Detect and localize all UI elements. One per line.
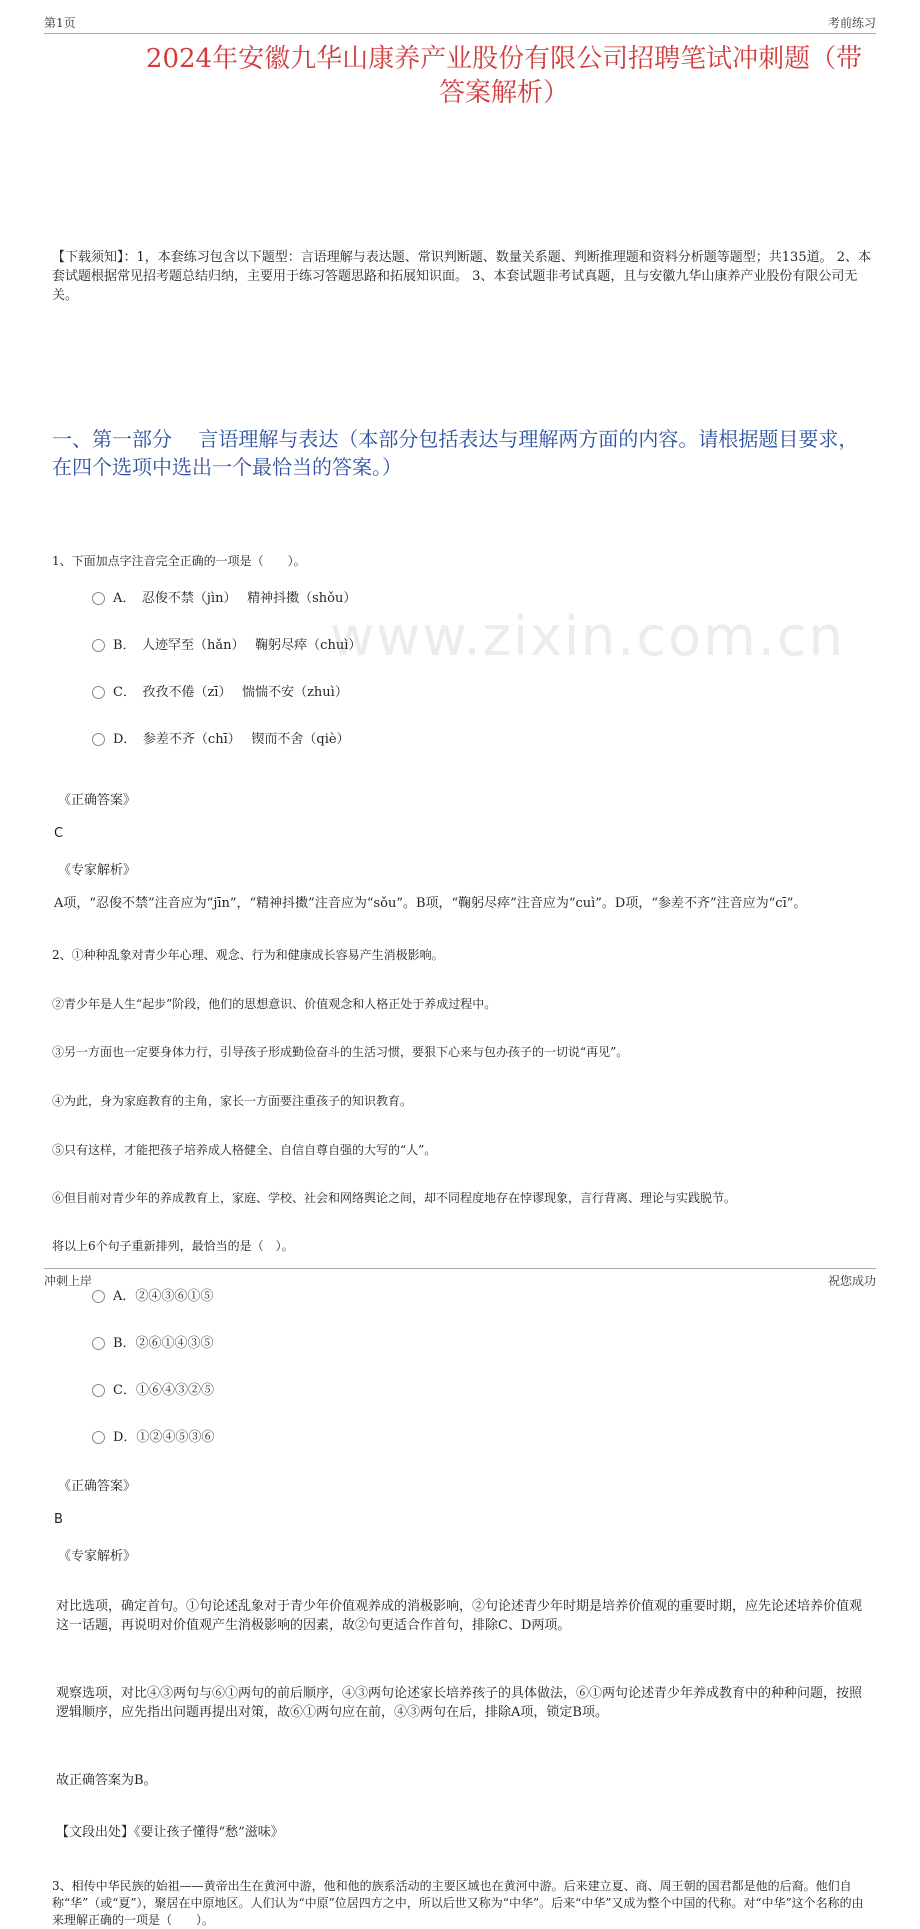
q2-sentence-2: ②青少年是人生“起步”阶段，他们的思想意识、价值观念和人格正处于养成过程中。 (52, 997, 497, 1011)
q1-answer: C (54, 826, 64, 841)
option-label: D． 参差不齐（chī） 锲而不舍（qiè） (113, 732, 350, 747)
page-number: 第1页 (44, 16, 76, 30)
q1-option-c[interactable] (92, 683, 920, 703)
title-line-2: 答案解析） (438, 78, 569, 108)
radio-icon[interactable] (92, 592, 105, 605)
q2-analysis-para-2: 观察选项，对比④③两句与⑥①两句的前后顺序，④③两句论述家长培养孩子的具体做法，⑥①两句论述青少年养成教育中的种种问题，按照逻辑顺序，应先指出问题再提出对策，故⑥①两句应在前，④③两句在后，排除A项，锁定B项。 (56, 1686, 863, 1720)
q1-stem: 1、下面加点字注音完全正确的一项是（ ）。 (52, 554, 306, 568)
option-label: C．①⑥④③②⑤ (113, 1383, 214, 1398)
radio-icon[interactable] (92, 733, 105, 746)
footer-left: 冲刺上岸 (44, 1274, 93, 1288)
q2-analysis-para-3: 故正确答案为B。 (56, 1773, 157, 1788)
q2-sentence-4: ④为此，身为家庭教育的主角，家长一方面要注重孩子的知识教育。 (52, 1094, 413, 1108)
header-divider (44, 33, 876, 34)
q2-stem: 将以上6个句子重新排列，最恰当的是（ ）。 (52, 1239, 294, 1253)
page-title (44, 42, 920, 110)
option-label: B． 人迹罕至（hǎn） 鞠躬尽瘁（chuì） (113, 638, 362, 653)
q2-option-d[interactable] (92, 1428, 920, 1448)
q1-option-d[interactable] (92, 730, 920, 750)
header-label: 考前练习 (827, 16, 876, 30)
download-notice: 【下载须知】：1，本套练习包含以下题型：言语理解与表达题、常识判断题、数量关系题、判断推理题和资料分析题等题型；共135道。 2、本套试题根据常见招考题总结归纳，主要用于练习答题思路和拓展知识面。 3、本套试题非考试真题，且与安徽九华山康养产业股份有限公司无关。 (52, 250, 871, 303)
radio-icon[interactable] (92, 639, 105, 652)
q1-option-b[interactable] (92, 636, 920, 656)
q2-sentence-6: ⑥但目前对青少年的养成教育上，家庭、学校、社会和网络舆论之间，却不同程度地存在悖谬现象，言行背离、理论与实践脱节。 (52, 1191, 737, 1205)
q3-stem: 3、相传中华民族的始祖——黄帝出生在黄河中游，他和他的族系活动的主要区域也在黄河中游。后来建立夏、商、周王朝的国君都是他的后裔。他们自称“华”（或“夏”），聚居在中原地区。人们认为“中原”位居四方之中，所以后世又称为“中华”。后来“中华”又成为整个中国的代称。对“中华”这个名称的由来理解正确的一项是（ ）。 (52, 1879, 864, 1927)
option-label: D．①②④⑤③⑥ (113, 1430, 215, 1445)
radio-icon[interactable] (92, 1384, 105, 1397)
option-label: A．②④③⑥①⑤ (113, 1289, 214, 1304)
section-heading: 一、第一部分 言语理解与表达（本部分包括表达与理解两方面的内容。请根据题目要求，在四个选项中选出一个最恰当的答案。） (52, 427, 859, 479)
option-label: A． 忍俊不禁（jìn） 精神抖擞（shǒu） (113, 591, 357, 606)
q1-analysis: A项，“忍俊不禁”注音应为“jīn”，“精神抖擞”注音应为“sǒu”。B项，“鞠躬尽瘁”注音应为“cuì”。D项，“参差不齐”注音应为“cī”。 (54, 896, 807, 911)
option-label: C． 孜孜不倦（zī） 惴惴不安（zhuì） (113, 685, 348, 700)
q2-answer: B (54, 1512, 63, 1527)
q2-sentence-5: ⑤只有这样，才能把孩子培养成人格健全、自信自尊自强的大写的“人”。 (52, 1143, 437, 1157)
q2-option-a[interactable] (92, 1287, 920, 1307)
footer-right: 祝您成功 (827, 1274, 876, 1288)
q2-analysis-label: 《专家解析》 (58, 1549, 137, 1564)
radio-icon[interactable] (92, 1431, 105, 1444)
q2-sentence-1: 2、①种种乱象对青少年心理、观念、行为和健康成长容易产生消极影响。 (52, 948, 444, 962)
q2-option-c[interactable] (92, 1381, 920, 1401)
footer-divider (44, 1268, 876, 1269)
watermark: www.zixin.com.cn (330, 605, 845, 668)
q1-answer-label: 《正确答案》 (58, 793, 137, 808)
title-line-1: 2024年安徽九华山康养产业股份有限公司招聘笔试冲刺题（带 (145, 44, 863, 74)
q2-option-b[interactable] (92, 1334, 920, 1354)
q1-analysis-label: 《专家解析》 (58, 863, 137, 878)
option-label: B．②⑥①④③⑤ (113, 1336, 214, 1351)
radio-icon[interactable] (92, 1290, 105, 1303)
q1-option-a[interactable] (92, 589, 920, 609)
q2-analysis-para-1: 对比选项，确定首句。①句论述乱象对于青少年价值观养成的消极影响，②句论述青少年时期是培养价值观的重要时期，应先论述培养价值观这一话题，再说明对价值观产生消极影响的因素，故②句更适合作首句，排除C、D两项。 (56, 1599, 863, 1633)
radio-icon[interactable] (92, 686, 105, 699)
radio-icon[interactable] (92, 1337, 105, 1350)
q2-source: 【文段出处】《要让孩子懂得“愁”滋味》 (56, 1825, 284, 1840)
q2-sentence-3: ③另一方面也一定要身体力行，引导孩子形成勤俭奋斗的生活习惯，要狠下心来与包办孩子的一切说“再见”。 (52, 1045, 629, 1059)
q2-answer-label: 《正确答案》 (58, 1479, 137, 1494)
